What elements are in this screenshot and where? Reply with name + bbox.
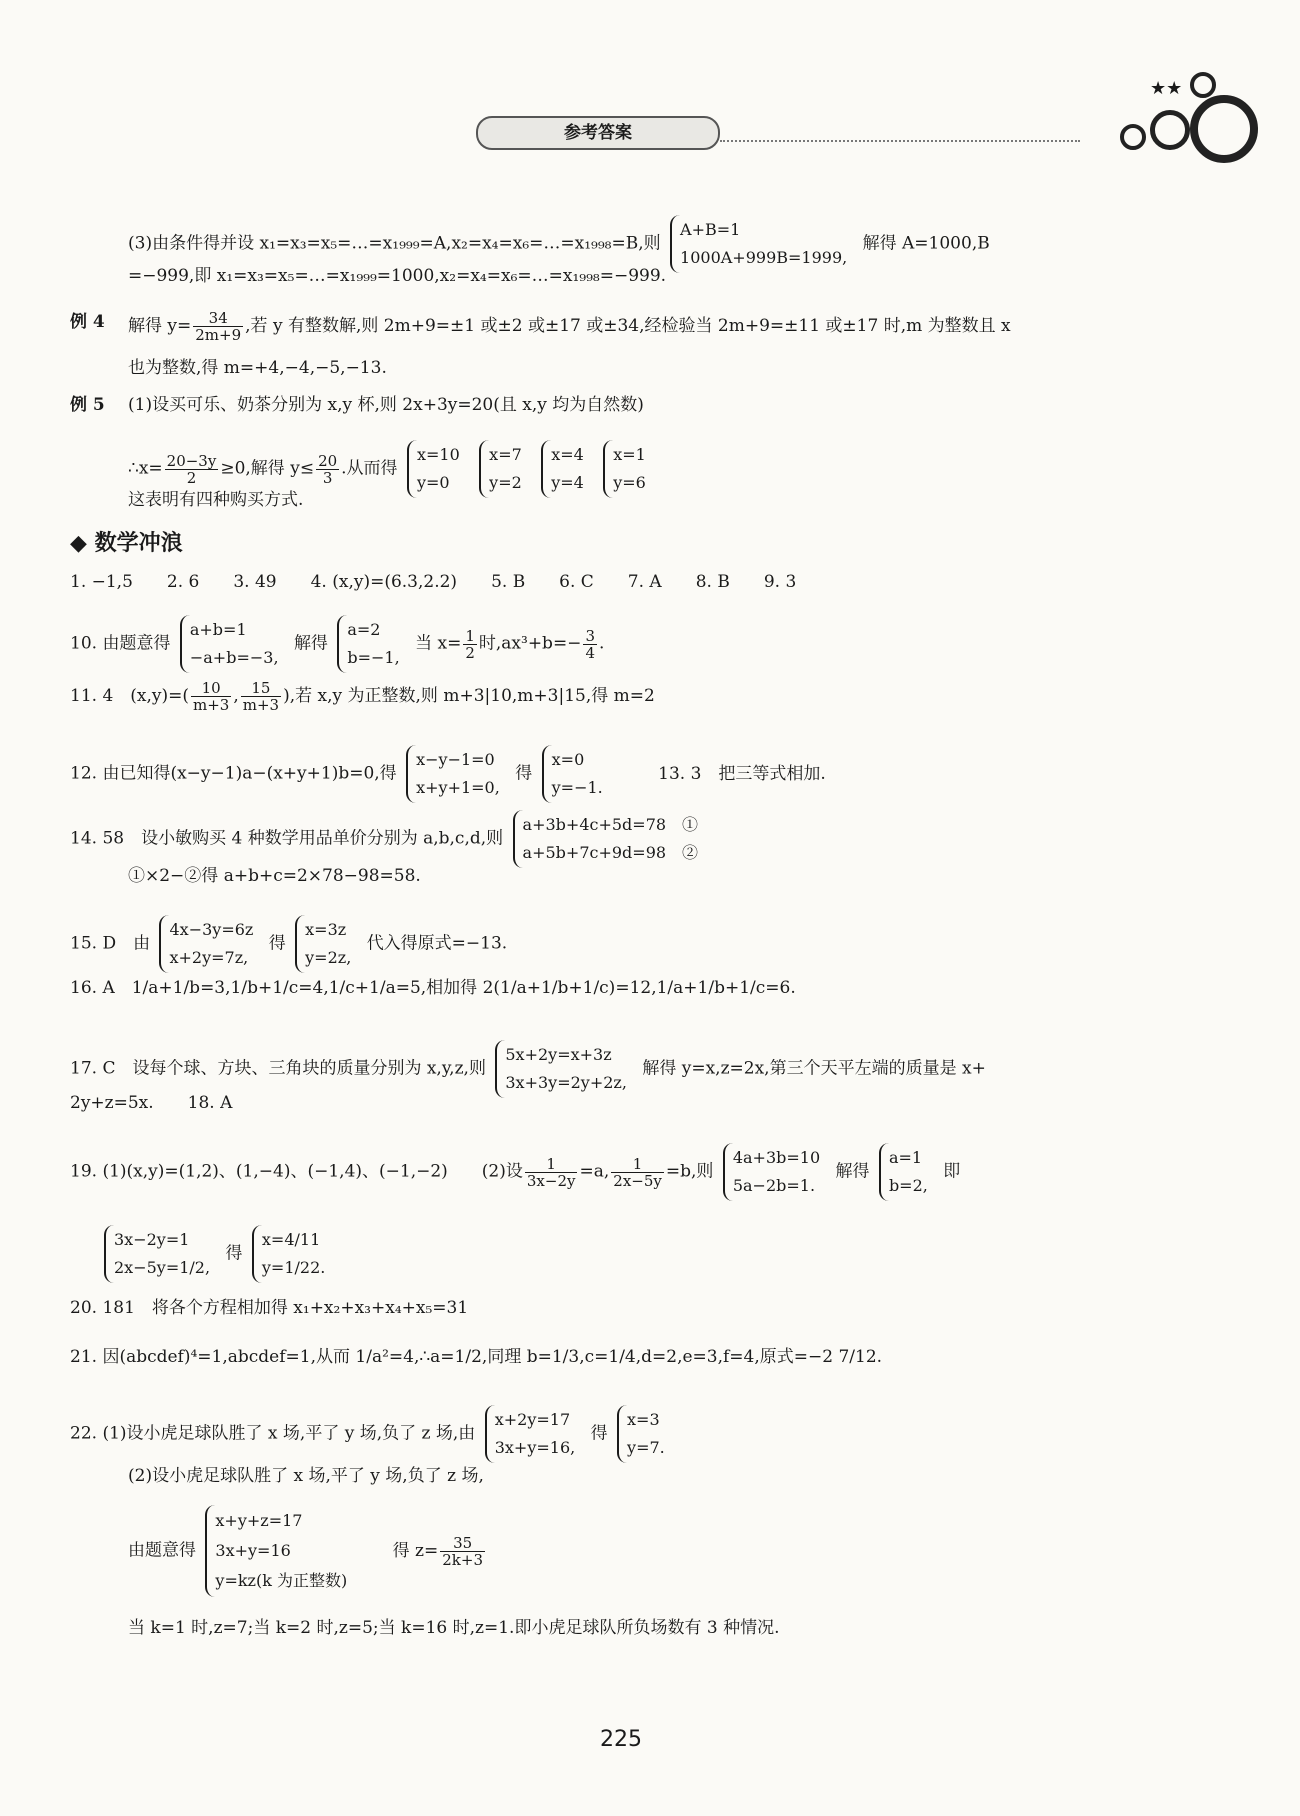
answer-line: 2y+z=5x. 18. A: [70, 1093, 233, 1113]
answer-line: (2)设小虎足球队胜了 x 场,平了 y 场,负了 z 场,: [128, 1466, 484, 1486]
answer-line: 11. 4 (x,y)=( $\frac{10}{m+3}$ , $\frac{15}{m+3}$ ),若 x,y 为正整数,则 m+3|10,m+3|15,得 m=2: [70, 679, 655, 714]
decor-circle-large: [1190, 95, 1258, 163]
decor-star-icon: ★★: [1150, 78, 1183, 99]
text-line: (3)由条件得并设 x₁=x₃=x₅=…=x₁₉₉₉=A,x₂=x₄=x₆=…=x₁₉₉₈=B,则 A+B=1 1000A+999B=1999, 解得 A=1000,B: [128, 215, 990, 273]
answer-line: 15. D 由 4x−3y=6z x+2y=7z, 得 x=3z y=2z, 代入得原式=−13.: [70, 915, 507, 973]
answer-line: 19. (1)(x,y)=(1,2)、(1,−4)、(−1,4)、(−1,−2) (2)设 $\frac{1}{3x-2y}$ =a, $\frac{1}{2x-5y}$ =b,则 4a+3b=10 5a−2b=1. 解得 a=1 b=2, 即: [70, 1143, 960, 1201]
example-label: 例 4: [70, 312, 105, 332]
answer-line: 3x−2y=1 2x−5y=1/2, 得 x=4/11 y=1/22.: [100, 1225, 335, 1283]
page-number: 225: [600, 1727, 642, 1752]
answer-line: 12. 由已知得(x−y−1)a−(x+y+1)b=0,得 x−y−1=0 x+y+1=0, 得 x=0 y=−1. 13. 3 把三等式相加.: [70, 745, 826, 803]
answer-line: 21. 因(abcdef)⁴=1,abcdef=1,从而 1/a²=4,∴a=1/2,同理 b=1/3,c=1/4,d=2,e=3,f=4,原式=−2 7/12.: [70, 1347, 883, 1367]
text-line: 这表明有四种购买方式.: [128, 490, 304, 510]
header-divider: [720, 140, 1080, 142]
answer-line: 14. 58 设小敏购买 4 种数学用品单价分别为 a,b,c,d,则 a+3b+4c+5d=78 ① a+5b+7c+9d=98 ②: [70, 810, 708, 868]
section-title: ◆ 数学冲浪: [70, 531, 183, 556]
answer-line: 10. 由题意得 a+b=1 −a+b=−3, 解得 a=2 b=−1, 当 x= $\frac{1}{2}$ 时,ax³+b=− $\frac{3}{4}$ .: [70, 615, 604, 673]
equation-system: A+B=1 1000A+999B=1999,: [670, 215, 853, 273]
decor-circle-top: [1190, 72, 1216, 98]
decor-circle-small: [1120, 124, 1146, 150]
text-line: ∴x= $\frac{20-3y}{2}$ ≥0,解得 y≤ $\frac{20}{3}$ .从而得 x=10 y=0 x=7 y=2 x=4 y=4 x=1 y=6: [128, 440, 656, 498]
answer-line: 20. 181 将各个方程相加得 x₁+x₂+x₃+x₄+x₅=31: [70, 1298, 469, 1318]
text-line: (1)设买可乐、奶茶分别为 x,y 杯,则 2x+3y=20(且 x,y 均为自然数): [128, 395, 644, 415]
answer-line: 22. (1)设小虎足球队胜了 x 场,平了 y 场,负了 z 场,由 x+2y=17 3x+y=16, 得 x=3 y=7.: [70, 1405, 675, 1463]
answer-line: 17. C 设每个球、方块、三角块的质量分别为 x,y,z,则 5x+2y=x+3z 3x+3y=2y+2z, 解得 y=x,z=2x,第三个天平左端的质量是 x+: [70, 1040, 986, 1098]
decor-circle-medium: [1150, 110, 1190, 150]
example-label: 例 5: [70, 395, 105, 415]
answer-line: 当 k=1 时,z=7;当 k=2 时,z=5;当 k=16 时,z=1.即小虎足球队所负场数有 3 种情况.: [128, 1618, 780, 1638]
text-line: =−999,即 x₁=x₃=x₅=…=x₁₉₉₉=1000,x₂=x₄=x₆=…=x₁₉₉₈=−999.: [128, 266, 667, 286]
fraction: $\frac{34}{2m+9}$: [195, 309, 242, 344]
text-line: 解得 y= $\frac{34}{2m+9}$ ,若 y 有整数解,则 2m+9=±1 或±2 或±17 或±34,经检验当 2m+9=±11 或±17 时,m 为整数且 x: [128, 309, 1011, 344]
header-tag: 参考答案: [476, 116, 720, 150]
answer-line: 由题意得 x+y+z=17 3x+y=16 y=kz(k 为正整数) 得 z= $\frac{35}{2k+3}$: [128, 1505, 487, 1597]
answer-line: ①×2−②得 a+b+c=2×78−98=58.: [128, 866, 421, 886]
answer-line: 1. −1,5 2. 6 3. 49 4. (x,y)=(6.3,2.2) 5. B 6. C 7. A 8. B 9. 3: [70, 572, 797, 592]
text-line: 也为整数,得 m=+4,−4,−5,−13.: [128, 358, 387, 378]
answer-line: 16. A 1/a+1/b=3,1/b+1/c=4,1/c+1/a=5,相加得 2(1/a+1/b+1/c)=12,1/a+1/b+1/c=6.: [70, 978, 796, 998]
